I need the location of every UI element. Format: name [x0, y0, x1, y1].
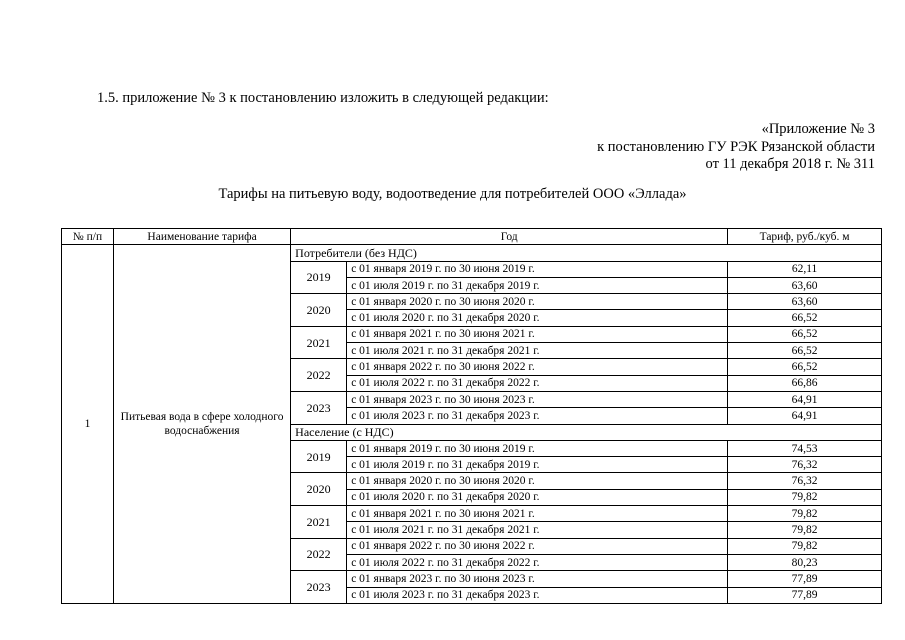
period-cell: с 01 июля 2021 г. по 31 декабря 2021 г.	[347, 522, 728, 538]
row-number: 1	[62, 245, 114, 604]
tariff-value-cell: 62,11	[728, 261, 882, 277]
appendix-reference	[597, 121, 875, 174]
period-cell: с 01 января 2023 г. по 30 июня 2023 г.	[347, 571, 728, 587]
year-cell: 2022	[291, 359, 347, 392]
year-cell: 2019	[291, 440, 347, 473]
tariff-value-cell: 66,52	[728, 310, 882, 326]
period-cell: с 01 января 2023 г. по 30 июня 2023 г.	[347, 391, 728, 407]
tariff-value-cell: 64,91	[728, 391, 882, 407]
period-cell: с 01 января 2021 г. по 30 июня 2021 г.	[347, 326, 728, 342]
period-cell: с 01 июля 2023 г. по 31 декабря 2023 г.	[347, 587, 728, 603]
year-cell: 2020	[291, 473, 347, 506]
appendix-line-2: к постановлению ГУ РЭК Рязанской области	[597, 138, 875, 155]
tariff-value-cell: 66,52	[728, 326, 882, 342]
tariff-table	[61, 228, 882, 604]
tariff-value-cell: 76,32	[728, 457, 882, 473]
tariff-value-cell: 77,89	[728, 587, 882, 603]
appendix-line-3: от 11 декабря 2018 г. № 311	[705, 156, 875, 172]
period-cell: с 01 июля 2022 г. по 31 декабря 2022 г.	[347, 554, 728, 570]
tariff-value-cell: 77,89	[728, 571, 882, 587]
group-row	[62, 245, 882, 261]
tariff-value-cell: 79,82	[728, 538, 882, 554]
period-cell: с 01 июля 2020 г. по 31 декабря 2020 г.	[347, 489, 728, 505]
tariff-value-cell: 80,23	[728, 554, 882, 570]
tariff-name: Питьевая вода в сфере холодного водоснабжения	[113, 245, 290, 604]
tariff-value-cell: 63,60	[728, 294, 882, 310]
tariff-value-cell: 79,82	[728, 489, 882, 505]
tariff-value-cell: 66,86	[728, 375, 882, 391]
document-title: Тарифы на питьевую воду, водоотведение для потребителей ООО «Эллада»	[218, 186, 687, 202]
consumer-group-label: Потребители (без НДС)	[291, 245, 882, 261]
header-tariff-value: Тариф, руб./куб. м	[728, 229, 882, 245]
period-cell: с 01 июля 2023 г. по 31 декабря 2023 г.	[347, 408, 728, 424]
period-cell: с 01 января 2019 г. по 30 июня 2019 г.	[347, 440, 728, 456]
header-number: № п/п	[62, 229, 114, 245]
period-cell: с 01 января 2022 г. по 30 июня 2022 г.	[347, 538, 728, 554]
period-cell: с 01 июля 2022 г. по 31 декабря 2022 г.	[347, 375, 728, 391]
period-cell: с 01 июля 2020 г. по 31 декабря 2020 г.	[347, 310, 728, 326]
table-header-row	[62, 229, 882, 245]
year-cell: 2020	[291, 294, 347, 327]
tariff-value-cell: 66,52	[728, 359, 882, 375]
tariff-table-body	[62, 245, 882, 604]
period-cell: с 01 июля 2021 г. по 31 декабря 2021 г.	[347, 343, 728, 359]
year-cell: 2023	[291, 391, 347, 424]
period-cell: с 01 января 2022 г. по 30 июня 2022 г.	[347, 359, 728, 375]
appendix-line-1: «Приложение № 3	[761, 121, 875, 137]
tariff-value-cell: 79,82	[728, 522, 882, 538]
tariff-value-cell: 79,82	[728, 506, 882, 522]
year-cell: 2021	[291, 326, 347, 359]
period-cell: с 01 января 2021 г. по 30 июня 2021 г.	[347, 506, 728, 522]
year-cell: 2022	[291, 538, 347, 571]
tariff-value-cell: 74,53	[728, 440, 882, 456]
period-cell: с 01 января 2020 г. по 30 июня 2020 г.	[347, 294, 728, 310]
year-cell: 2019	[291, 261, 347, 294]
period-cell: с 01 января 2020 г. по 30 июня 2020 г.	[347, 473, 728, 489]
tariff-value-cell: 66,52	[728, 343, 882, 359]
header-tariff-name: Наименование тарифа	[113, 229, 290, 245]
year-cell: 2021	[291, 506, 347, 539]
period-cell: с 01 июля 2019 г. по 31 декабря 2019 г.	[347, 457, 728, 473]
consumer-group-label: Население (с НДС)	[291, 424, 882, 440]
period-cell: с 01 января 2019 г. по 30 июня 2019 г.	[347, 261, 728, 277]
tariff-value-cell: 63,60	[728, 277, 882, 293]
intro-text: 1.5. приложение № 3 к постановлению изложить в следующей редакции:	[97, 90, 549, 106]
year-cell: 2023	[291, 571, 347, 604]
tariff-value-cell: 76,32	[728, 473, 882, 489]
tariff-value-cell: 64,91	[728, 408, 882, 424]
period-cell: с 01 июля 2019 г. по 31 декабря 2019 г.	[347, 277, 728, 293]
header-year: Год	[291, 229, 728, 245]
